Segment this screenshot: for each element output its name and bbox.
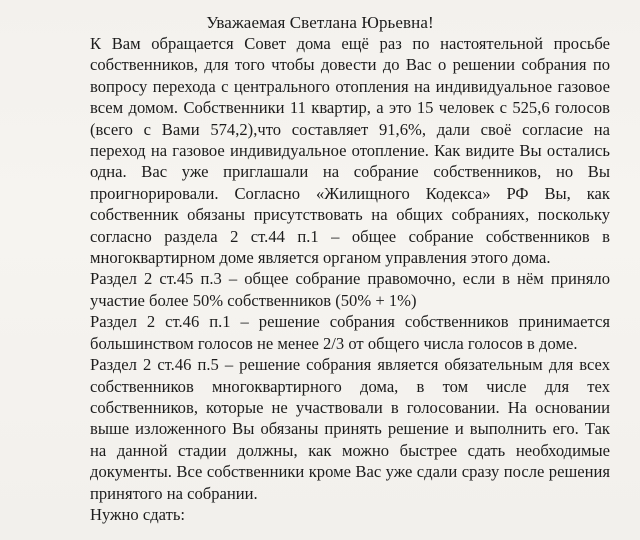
letter-body [90, 33, 610, 525]
letter-paragraph-intro: К Вам обращается Совет дома ещё раз по настоятельной просьбе собственников, для того чтобы довести до Вас о решении собрания по вопросу перехода с центрального отопления на индивидуальное газовое всем домом. Собственники 11 квартир, а это 15 человек с 525,6 голосов (всего с Вами 574,2),что составляет 91,6%, дали своё согласие на переход на газовое индивидуальное отопление. Как видите Вы остались одна. Вас уже приглашали на собрание собственников, но Вы проигнорировали. Согласно «Жилищного Кодекса» РФ Вы, как собственник обязаны присутствовать на общих собраниях, поскольку согласно раздела 2 ст.44 п.1 – общее собрание собственников в многоквартирном доме является органом управления этого дома. [90, 34, 610, 268]
letter-paragraph-required-docs: Нужно сдать: [90, 504, 186, 524]
letter-paragraph-article-46-1: Раздел 2 ст.46 п.1 – решение собрания собственников принимается большинством голосов не менее 2/3 от общего числа голосов в доме. [90, 312, 610, 353]
letter-paragraph-article-45: Раздел 2 ст.45 п.3 – общее собрание правомочно, если в нём приняло участие более 50% собственников (50% + 1%) [90, 269, 610, 310]
letter-paragraph-article-46-5: Раздел 2 ст.46 п.5 – решение собрания является обязательным для всех собственников многоквартирного дома, в том числе для тех собственников, которые не участвовали в голосовании. На основании выше изложенного Вы обязаны принять решение и выполнить его. Так на данной стадии должны, как можно быстрее сдать необходимые документы. Все собственники кроме Вас уже сдали сразу после решения принятого на собрании. [90, 355, 610, 503]
letter-greeting: Уважаемая Светлана Юрьевна! [206, 13, 434, 32]
